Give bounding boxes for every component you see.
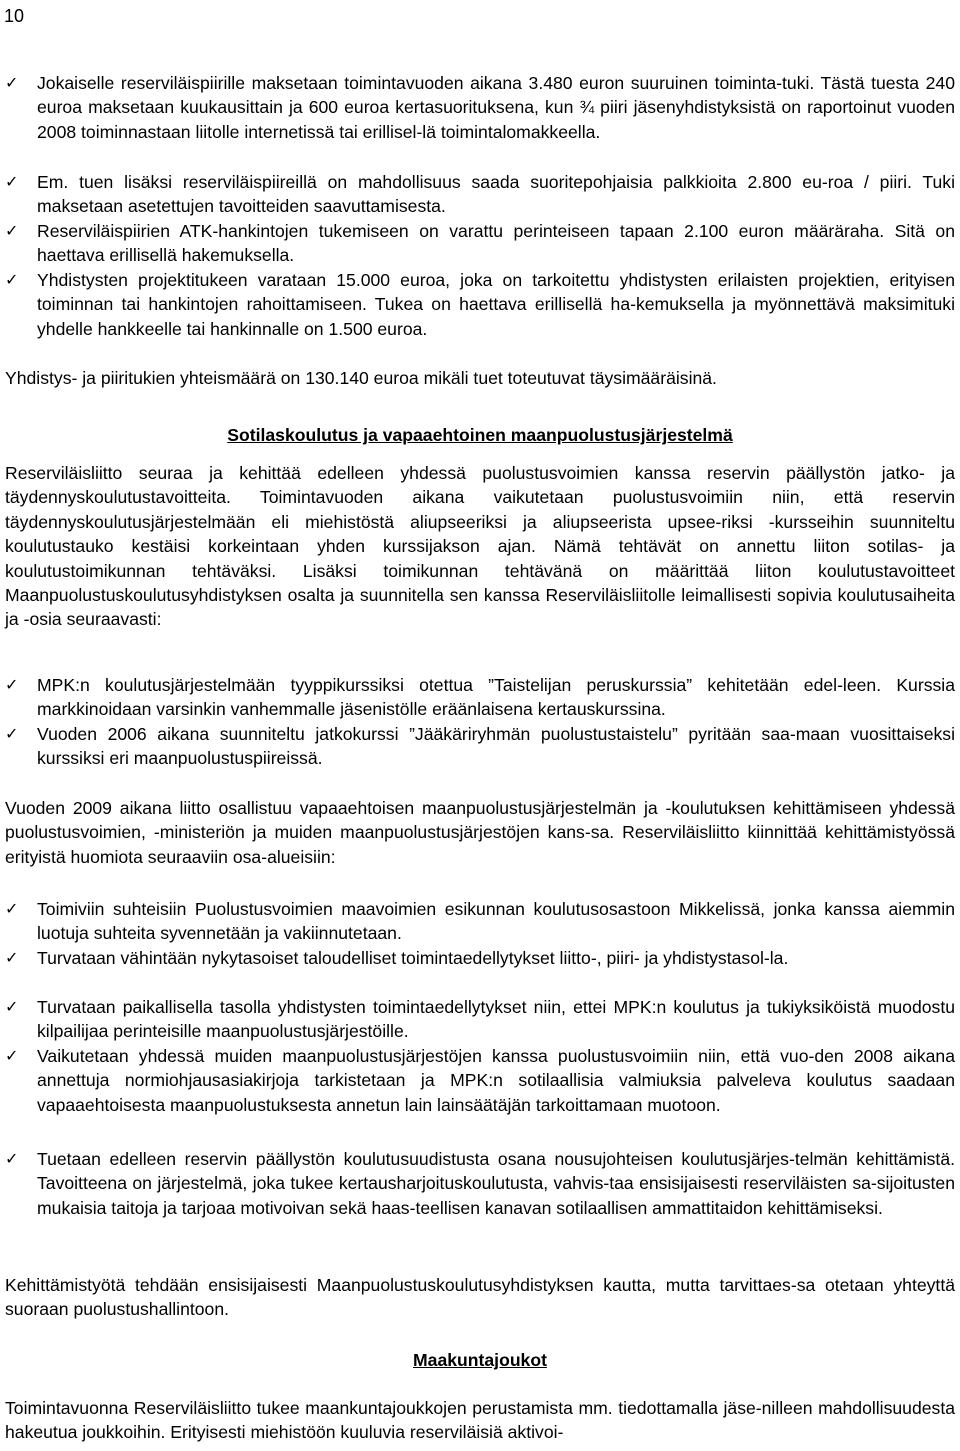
page-number: 10 xyxy=(4,6,25,26)
total-text: Yhdistys- ja piiritukien yhteismäärä on 130.140 euroa mikäli tuet toteutuvat täysimääräisinä. xyxy=(5,368,717,388)
list-item: ✓ Em. tuen lisäksi reserviläispiireillä on mahdollisuus saada suoritepohjaisia palkkioita 2.800 eu-roa / piiri. Tuki maksetaan asetettujen tavoitteiden saavuttamisesta. xyxy=(5,172,955,217)
checkmark-icon: ✓ xyxy=(5,724,19,743)
section-heading: Sotilaskoulutus ja vapaaehtoinen maanpuolustusjärjestelmä xyxy=(227,425,733,445)
paragraph: Reserviläisliitto seuraa ja kehittää edelleen yhdessä puolustusvoimien kanssa reservin päällystön jatko- ja täydennyskoulutustavoitteita. Toimintavuoden aikana vaikutetaan puolustusvoimiin niin, että reservin täydennyskoulutusjärjestelmään eli miehistöstä aliupseeriksi ja aliupseerista upsee-riksi -kursseihin suunniteltu koulutustauko kestäisi korkeintaan yhden kurssijakson ajan. Nämä tehtävät on annettu liiton sotilas- ja koulutustoimikunnan tehtäväksi. Lisäksi toimikunnan tehtävänä on määrittää liiton koulutustavoitteet Maanpuolustuskoulutusyhdistyksen osalta ja suunnitella sen kanssa Reserviläisliitolle leimallisesti sopivia koulutusaiheita ja -osia seuraavasti: xyxy=(5,463,955,630)
list-item: ✓ Toimiviin suhteisiin Puolustusvoimien maavoimien esikunnan koulutusosastoon Mikkelissä, jonka kanssa aiemmin luotuja suhteita syvennetään ja vakiinnutetaan. xyxy=(5,899,955,944)
checkmark-icon: ✓ xyxy=(5,675,19,694)
list-item: ✓ Turvataan vähintään nykytasoiset taloudelliset toimintaedellytykset liitto-, piiri- ja yhdistystasol-la. xyxy=(5,946,955,970)
checkmark-icon: ✓ xyxy=(5,270,19,289)
paragraph: Kehittämistyötä tehdään ensisijaisesti Maanpuolustuskoulutusyhdistyksen kautta, mutta tarvittaes-sa otetaan yhteyttä suoraan puolustushallintoon. xyxy=(5,1275,955,1320)
section-heading: Maakuntajoukot xyxy=(413,1350,547,1370)
list-item: ✓ Vuoden 2006 aikana suunniteltu jatkokurssi ”Jääkäriryhmän puolustustaistelu” pyritään saa-maan vuosittaiseksi kurssiksi eri maanpuolustuspiireissä. xyxy=(5,724,955,769)
checkmark-icon: ✓ xyxy=(5,1149,19,1168)
paragraph: Vuoden 2009 aikana liitto osallistuu vapaaehtoisen maanpuolustusjärjestelmän ja -koulutuksen kehittämiseen yhdessä puolustusvoimien, -ministeriön ja muiden maanpuolustusjärjestöjen kans-sa. Reserviläisliitto kiinnittää kehittämistyössä erityistä huomiota seuraaviin osa-alueisiin: xyxy=(5,798,955,867)
list-item: ✓ Turvataan paikallisella tasolla yhdistysten toimintaedellytykset niin, ettei MPK:n koulutus ja tukiyksiköistä muodostu kilpailijaa perinteisille maanpuolustusjärjestöille. xyxy=(5,997,955,1042)
list-item: ✓ Jokaiselle reserviläispiirille maksetaan toimintavuoden aikana 3.480 euron suuruinen toiminta-tuki. Tästä tuesta 240 euroa maksetaan kuukausittain ja 600 euroa kertasuorituksena, kun ¾ piiri jäsenyhdistyksistä on raportoinut vuoden 2008 toiminnastaan liitolle internetissä tai erillisel-lä toimintalomakkeella. xyxy=(5,73,955,142)
checkmark-icon: ✓ xyxy=(5,172,19,191)
checkmark-icon: ✓ xyxy=(5,1046,19,1065)
list-item: ✓ Tuetaan edelleen reservin päällystön koulutusuudistusta osana nousujohteisen koulutusjärjes-telmän kehittämistä. Tavoitteena on järjestelmä, joka tukee kertausharjoituskoulutusta, vahvis-taa ensisijaisesti reserviläisten sa-sijoitusten mukaisia taitoja ja tarjoaa motivoivan sekä haas-teellisen kanavan sotilaallisen ammattitaidon kehittämiseksi. xyxy=(5,1149,955,1218)
list-item: ✓ MPK:n koulutusjärjestelmään tyyppikurssiksi otettua ”Taistelijan peruskurssia” kehitetään edel-leen. Kurssia markkinoidaan varsinkin vanhemmalle jäsenistölle eräänlaisena kertauskurssina. xyxy=(5,675,955,720)
paragraph: Toimintavuonna Reserviläisliitto tukee maankuntajoukkojen perustamista mm. tiedottamalla jäse-nilleen mahdollisuudesta hakeutua joukkoihin. Erityisesti miehistöön kuuluvia reserviläisiä aktivoi- xyxy=(5,1398,955,1443)
checkmark-icon: ✓ xyxy=(5,997,19,1016)
checkmark-icon: ✓ xyxy=(5,73,19,92)
checkmark-icon: ✓ xyxy=(5,899,19,918)
checkmark-icon: ✓ xyxy=(5,948,19,967)
list-item: ✓ Yhdistysten projektitukeen varataan 15.000 euroa, joka on tarkoitettu yhdistysten erilaisten projektien, erityisen toiminnan tai hankintojen rahoittamiseen. Tukea on haettava erillisellä ha-kemuksella ja myönnettävä maksimituki yhdelle hankkeelle tai hankinnalle on 1.500 euroa. xyxy=(5,270,955,339)
checkmark-icon: ✓ xyxy=(5,221,19,240)
list-item: ✓ Vaikutetaan yhdessä muiden maanpuolustusjärjestöjen kanssa puolustusvoimiin niin, että vuo-den 2008 aikana annettuja normiohjausasiakirjoja tarkistetaan ja MPK:n sotilaallisia valmiuksia palveleva koulutus saadaan vapaaehtoisesta maanpuolustuksesta annetun lain lainsäätäjän tarkoittamaan muotoon. xyxy=(5,1046,955,1115)
list-item: ✓ Reserviläispiirien ATK-hankintojen tukemiseen on varattu perinteiseen tapaan 2.100 euron määräraha. Sitä on haettava erillisellä hakemuksella. xyxy=(5,221,955,266)
